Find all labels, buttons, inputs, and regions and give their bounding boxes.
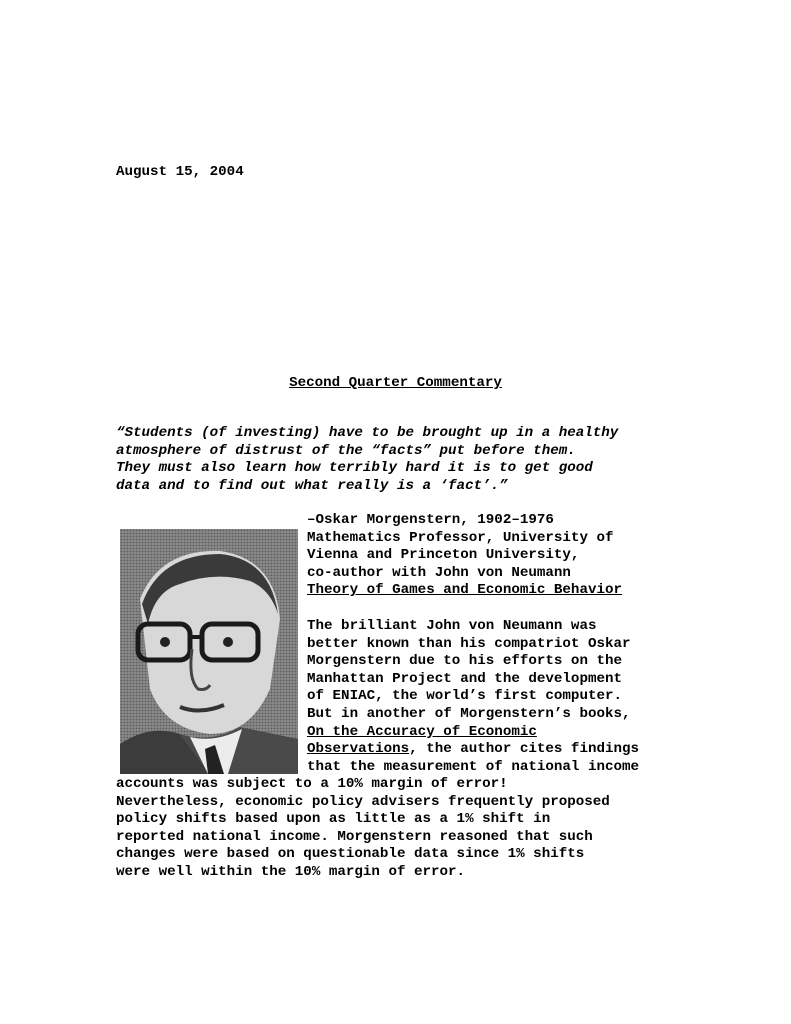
- body-line: The brilliant John von Neumann was: [307, 618, 597, 634]
- attribution-line: Mathematics Professor, University of: [307, 529, 614, 546]
- book-title: Theory of Games and Economic Behavior: [307, 582, 623, 599]
- body-line: of ENIAC, the world’s first computer.: [307, 688, 623, 705]
- title-text: Second Quarter Commentary: [289, 375, 502, 391]
- attribution-line: Vienna and Princeton University,: [307, 547, 580, 564]
- body-line: better known than his compatriot Oskar: [307, 635, 631, 652]
- book-title-part: Observations: [307, 741, 410, 758]
- portrait-photo: [120, 529, 298, 774]
- epigraph-quote: [116, 425, 696, 495]
- book-title-part: On the Accuracy of Economic: [307, 723, 537, 740]
- quote-line: They must also learn how terribly hard it is to get good: [116, 460, 593, 477]
- attribution-line: co-author with John von Neumann: [307, 564, 571, 581]
- body-paragraph-wrapped: [307, 618, 639, 776]
- body-line: Manhattan Project and the development: [307, 670, 623, 687]
- document-title: [0, 375, 791, 391]
- body-line: changes were based on questionable data since 1% shifts: [116, 846, 585, 863]
- attribution-name: –Oskar Morgenstern, 1902–1976: [307, 512, 554, 528]
- body-line: Nevertheless, economic policy advisers frequently proposed: [116, 793, 610, 810]
- quote-line: data and to find out what really is a ‘fact’.”: [116, 477, 508, 494]
- body-line: policy shifts based upon as little as a 1% shift in: [116, 811, 551, 828]
- body-line: But in another of Morgenstern’s books,: [307, 705, 631, 722]
- body-line: reported national income. Morgenstern reasoned that such: [116, 828, 593, 845]
- body-line: , the author cites findings: [409, 741, 640, 758]
- body-line: that the measurement of national income: [307, 758, 640, 775]
- quote-attribution: [307, 512, 622, 600]
- body-line: Morgenstern due to his efforts on the: [307, 653, 623, 670]
- body-line: were well within the 10% margin of error.: [116, 863, 466, 880]
- body-line: accounts was subject to a 10% margin of error!: [116, 776, 508, 792]
- quote-line: atmosphere of distrust of the “facts” put before them.: [116, 442, 576, 459]
- body-paragraph-full: [116, 776, 610, 882]
- document-date: August 15, 2004: [116, 164, 244, 180]
- quote-line: “Students (of investing) have to be brought up in a healthy: [116, 425, 619, 441]
